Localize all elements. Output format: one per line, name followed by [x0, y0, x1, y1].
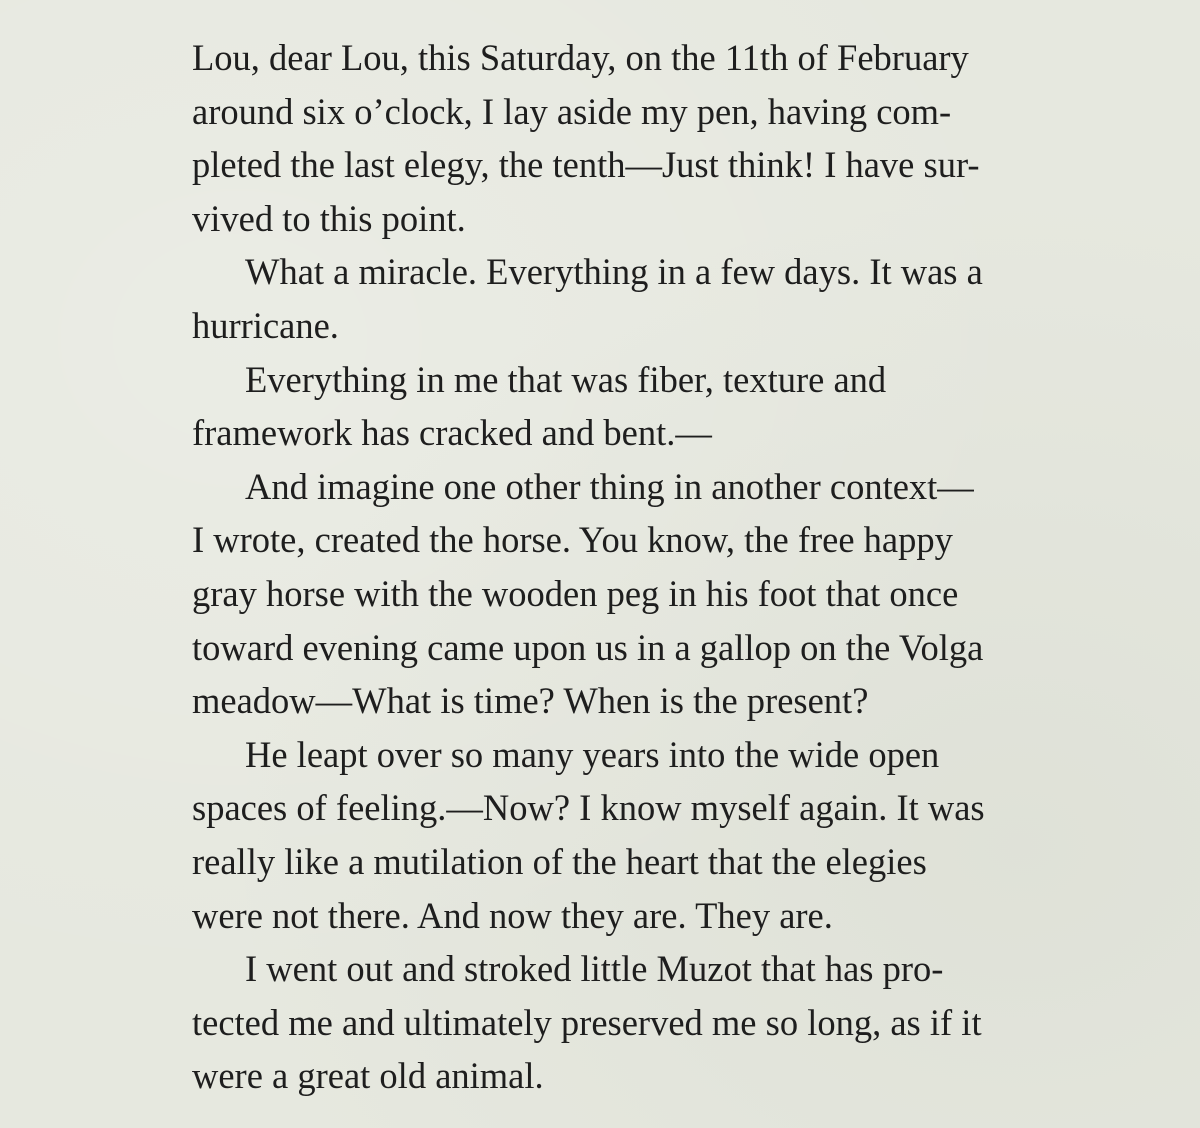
text-line-4: vived to this point. [192, 197, 466, 239]
text-line-6: hurricane. [192, 304, 339, 346]
text-line-1: Lou, dear Lou, this Saturday, on the 11th of February [192, 37, 969, 78]
text-line-3: pleted the last elegy, the tenth—Just think! I have sur- [192, 144, 980, 186]
text-line-16: really like a mutilation of the heart that the elegies [192, 840, 927, 882]
text-line-2: around six o’clock, I lay aside my pen, having com- [192, 90, 952, 132]
text-line-7: Everything in me that was fiber, texture and [245, 358, 887, 400]
text-line-14: He leapt over so many years into the wide open [245, 733, 940, 775]
letter-text [192, 31, 1092, 1103]
text-line-13: meadow—What is time? When is the present? [192, 680, 869, 722]
text-line-11: gray horse with the wooden peg in his foot that once [192, 572, 959, 614]
text-line-8: framework has cracked and bent.— [192, 412, 712, 454]
text-line-15: spaces of feeling.—Now? I know myself again. It was [192, 787, 985, 829]
text-line-20: were a great old animal. [192, 1055, 544, 1097]
text-line-17: were not there. And now they are. They are. [192, 894, 833, 936]
text-line-5: What a miracle. Everything in a few days. It was a [245, 251, 983, 293]
text-line-12: toward evening came upon us in a gallop on the Volga [192, 626, 984, 668]
text-line-9: And imagine one other thing in another context— [245, 465, 974, 507]
text-line-19: tected me and ultimately preserved me so long, as if it [192, 1001, 982, 1043]
text-line-18: I went out and stroked little Muzot that has pro- [245, 948, 944, 990]
text-line-10: I wrote, created the horse. You know, the free happy [192, 519, 953, 561]
